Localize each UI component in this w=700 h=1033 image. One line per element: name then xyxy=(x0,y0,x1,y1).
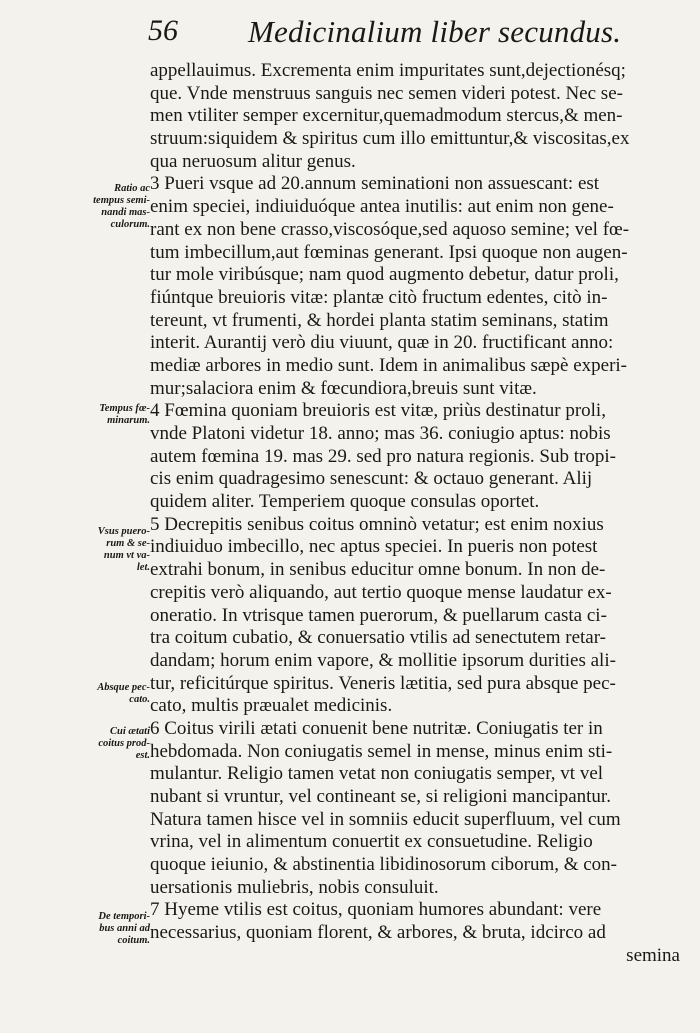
text-line: dandam; horum enim vapore, & mollitie ipsorum durities ali- xyxy=(150,649,616,671)
text-line: men vtiliter semper excernitur,quemadmodum stercus,& men- xyxy=(150,105,623,127)
margin-note xyxy=(68,911,150,947)
text-line: cis enim quadragesimo senescunt: & octauo generant. Alij xyxy=(150,468,593,490)
text-line: 5 Decrepitis senibus coitus omninò vetatur; est enim noxius xyxy=(150,513,604,535)
text-line: mediæ arbores in medio sunt. Idem in animalibus sæpè experi- xyxy=(150,354,628,376)
text-line: tra coitum cubatio, & conuersatio vtilis ad senectutem retar- xyxy=(150,627,606,649)
page-number: 56 xyxy=(148,14,178,47)
text-line: hebdomada. Non coniugatis semel in mense, minus enim sti- xyxy=(150,740,613,762)
text-line: autem fœmina 19. mas 29. sed pro natura regionis. Sub tropi- xyxy=(150,445,616,467)
margin-note-line: nandi mas- xyxy=(101,207,150,218)
text-line: tur, reficitúrque spiritus. Veneris lætitia, sed pura absque pec- xyxy=(150,672,616,694)
margin-note-line: Absque pec- xyxy=(97,682,150,693)
text-line: crepitis verò aliquando, aut tertio quoque mense laudatur ex- xyxy=(150,581,612,603)
text-line: mulantur. Religio tamen vetat non coniugatis semper, vt vel xyxy=(150,763,604,785)
margin-note-line: minarum. xyxy=(107,415,150,426)
margin-note-line: bus anni ad xyxy=(99,923,150,934)
text-line: 6 Coitus virili ætati conuenit bene nutritæ. Coniugatis ter in xyxy=(150,717,603,739)
text-line: nubant si vruntur, vel contineant se, si religioni mancipantur. xyxy=(150,786,611,807)
text-line: vnde Platoni videtur 18. anno; mas 36. coniugio aptus: nobis xyxy=(150,423,611,444)
text-line: enim speciei, indiuiduóque antea inutilis: aut enim non gene- xyxy=(150,196,614,218)
running-head: Medicinalium liber secundus. xyxy=(248,14,622,49)
margin-note-line: coitum. xyxy=(117,935,150,946)
margin-note xyxy=(68,183,150,231)
page-header xyxy=(148,14,688,54)
text-line: appellauimus. Excrementa enim impuritates sunt,dejectionésq; xyxy=(150,60,626,81)
text-line: interit. Aurantij verò diu viuunt, quæ in 20. fructificant anno: xyxy=(150,332,614,354)
margin-note-line: Cui ætati xyxy=(110,726,150,737)
margin-note-line: est. xyxy=(135,750,150,761)
margin-note xyxy=(68,682,150,706)
text-line: tur mole viribúsque; nam quod augmento debetur, datur proli, xyxy=(150,264,619,286)
text-line: quoque ieiunio, & abstinentia libidinosorum ciborum, & con- xyxy=(150,854,618,876)
margin-note-line: num vt va- xyxy=(103,550,150,561)
text-line: 4 Fœmina quoniam breuioris est vitæ, priùs destinatur proli, xyxy=(150,400,606,422)
margin-note xyxy=(68,726,150,762)
text-line: uersationis muliebris, nobis consuluit. xyxy=(150,876,439,898)
text-line: 7 Hyeme vtilis est coitus, quoniam humores abundant: vere xyxy=(150,899,602,921)
text-line: quidem aliter. Temperiem quoque consulas oportet. xyxy=(150,491,540,513)
margin-note-line: Ratio ac xyxy=(114,183,150,194)
margin-note-line: cato. xyxy=(129,694,150,705)
text-line: mur;salaciora enim & fœcundiora,breuis sunt vitæ. xyxy=(150,377,537,399)
text-line: rant ex non bene crasso,viscosóque,sed aquoso semine; vel fœ- xyxy=(150,218,630,240)
text-line: struum:siquidem & spiritus cum illo emittuntur,& viscositas,ex xyxy=(150,128,630,150)
margin-note-line: Tempus fœ- xyxy=(99,403,150,414)
text-line: vrina, vel in alimentum conuertit ex consuetudine. Religio xyxy=(150,831,593,853)
margin-note-line: coitus prod- xyxy=(98,738,150,749)
text-line: cato, multis præualet medicinis. xyxy=(150,695,393,717)
text-line: 3 Pueri vsque ad 20.annum seminationi non assuescant: est xyxy=(150,173,600,195)
text-line: Natura tamen hisce vel in somniis educit superfluum, vel cum xyxy=(150,808,621,830)
text-line: indiuiduo imbecillo, nec aptus speciei. In pueris non potest xyxy=(150,536,598,558)
text-line: tereunt, vt frumenti, & hordei planta statim seminans, statim xyxy=(150,309,609,331)
catchword: semina xyxy=(626,944,680,966)
text-line: fiúntque breuioris vitæ: plantæ citò fructum edentes, citò in- xyxy=(150,286,608,308)
margin-note-line: rum & se- xyxy=(106,538,150,549)
text-line: extrahi bonum, in senibus educitur omne bonum. In non de- xyxy=(150,559,606,581)
text-line: necessarius, quoniam florent, & arbores, & bruta, idcirco ad xyxy=(150,922,606,944)
margin-note-line: De tempori- xyxy=(98,911,150,922)
text-line: oneratio. In vtrisque tamen puerorum, & puellarum casta ci- xyxy=(150,604,607,626)
margin-note-line: let. xyxy=(136,562,150,573)
text-line: que. Vnde menstruus sanguis nec semen videri potest. Nec se- xyxy=(150,82,623,104)
margin-note-line: Vsus puero- xyxy=(97,526,150,537)
margin-note-line: culorum. xyxy=(110,219,150,230)
margin-note xyxy=(68,403,150,427)
margin-note xyxy=(68,526,150,574)
body-text xyxy=(150,60,680,968)
text-line: tum imbecillum,aut fœminas generant. Ipsi quoque non augen- xyxy=(150,241,628,263)
text-line: qua neruosum alitur genus. xyxy=(150,150,356,172)
margin-note-line: tempus semi- xyxy=(93,195,150,206)
